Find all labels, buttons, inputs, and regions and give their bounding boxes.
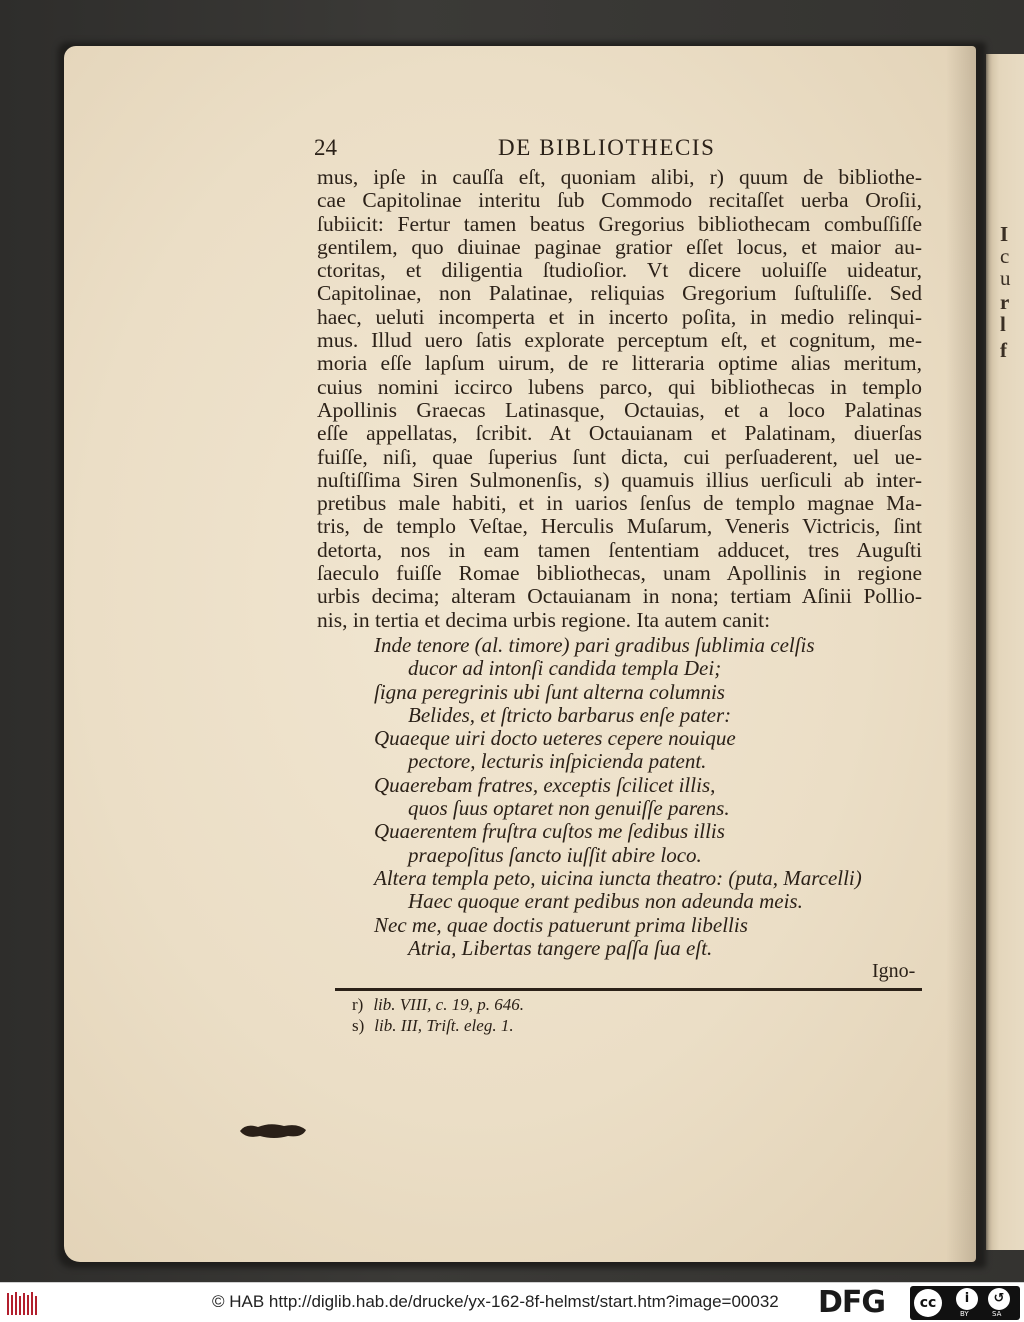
body-line: cae Capitolinae interitu ſub Commodo recitaſſet uerba Oroſii, (317, 189, 922, 213)
verse-line: praepoſitus ſancto iuſſit abire loco. (408, 842, 702, 867)
body-line: eſſe appellatas, ſcribit. At Octauianam et Palatinam, diuerſas (317, 422, 922, 446)
person-icon: i (956, 1288, 978, 1310)
footnote (352, 1015, 524, 1036)
verse-line: Quaerebam fratres, exceptis ſcilicet illis, (374, 772, 716, 797)
footnote-text: lib. VIII, c. 19, p. 646. (373, 995, 524, 1014)
source-link[interactable]: © HAB http://diglib.hab.de/drucke/yx-162-8f-helmst/start.htm?image=00032 (212, 1292, 779, 1311)
next-page-fragment: f (1000, 338, 1007, 362)
sa-label: SA (992, 1310, 1002, 1318)
next-page-fragment: c (1000, 244, 1010, 268)
body-line: urbis decima; alteram Octauianam in nona; tertiam Aſinii Pollio- (317, 585, 922, 609)
body-line: ſubiicit: Fertur tamen beatus Gregorius bibliothecam combuſſiſſe (317, 212, 922, 236)
footnote-mark: r) (352, 995, 364, 1014)
verse-line: quos ſuus optaret non genuiſſe parens. (408, 796, 730, 821)
verse-line: ſigna peregrinis ubi ſunt alterna columnis (374, 679, 725, 704)
footnote-text: lib. III, Triſt. eleg. 1. (374, 1016, 514, 1035)
body-text (317, 166, 922, 632)
body-line: ctoritas, et diligentia ſtudioſior. Vt dicere uoluiſſe uideatur, (317, 259, 922, 283)
footnote-mark: s) (352, 1016, 365, 1035)
verse-line: Altera templa peto, uicina iuncta theatro: (puta, Marcelli) (374, 865, 862, 890)
body-line: moria eſſe lapſum uirum, de re litteraria optime alias meritum, (317, 352, 922, 376)
catchword: Igno- (872, 960, 916, 982)
next-page-edge (986, 54, 1024, 1250)
body-line: fuiſſe, niſi, quae ſuperius ſunt dicta, cui perſuaderent, uel ue- (317, 445, 922, 469)
footnote (352, 994, 524, 1015)
body-line: mus. Illud uero ſatis explorate perceptum eſt, et cognitum, me- (317, 329, 922, 353)
page-number: 24 (314, 135, 337, 160)
by-label: BY (960, 1310, 969, 1318)
ink-blot (236, 1121, 308, 1141)
verse-line: Quaerentem fruſtra cuſtos me ſedibus illis (374, 819, 725, 844)
footer-bar (0, 1282, 1024, 1322)
creative-commons-icon[interactable] (910, 1286, 1020, 1320)
body-line: gentilem, quo diuinae paginae gratior eſſet locus, et maior au- (317, 235, 922, 259)
next-page-fragment: u (1000, 266, 1011, 290)
body-line: haec, ueluti incomperta et in incerto poſita, in medio relinqui- (317, 305, 922, 329)
dfg-logo: DFG (818, 1285, 886, 1320)
body-line: Capitolinae, non Palatinae, reliquias Gregorium ſuſtuliſſe. Sed (317, 282, 922, 306)
body-line: nis, in tertia et decima urbis regione. Ita autem canit: (317, 608, 771, 632)
body-line: ſaeculo fuiſſe Romae bibliothecas, unam Apollinis in regione (317, 562, 922, 586)
body-line: detorta, nos in eam tamen ſententiam adducet, tres Auguſti (317, 538, 922, 562)
running-title: DE BIBLIOTHECIS (498, 135, 716, 160)
hab-logo-icon (6, 1289, 40, 1317)
verse-line: Belides, et ſtricto barbarus enſe pater: (408, 702, 732, 727)
footnotes (352, 994, 524, 1036)
footnote-rule (335, 988, 922, 991)
verse-line: Atria, Libertas tangere paſſa ſua eſt. (408, 935, 713, 960)
body-line: nuſtiſſima Siren Sulmonenſis, s) quamuis illius uerſiculi ab inter- (317, 468, 922, 492)
verse-line: ducor ad intonſi candida templa Dei; (408, 656, 722, 681)
next-page-fragment: l (1000, 312, 1006, 336)
body-line: tris, de templo Veſtae, Herculis Muſarum, Veneris Victricis, ſint (317, 515, 922, 539)
page-header (310, 133, 920, 165)
verse-line: Inde tenore (al. timore) pari gradibus ſublimia celſis (374, 633, 815, 657)
verse-line: Nec me, quae doctis patuerunt prima libellis (374, 912, 748, 937)
next-page-fragment: r (1000, 290, 1010, 314)
verse-quotation (374, 634, 934, 960)
verse-line: pectore, lecturis inſpicienda patent. (408, 749, 707, 774)
body-line: Apollinis Graecas Latinasque, Octauias, et a loco Palatinas (317, 398, 922, 422)
verse-line: Quaeque uiri docto ueteres cepere nouique (374, 726, 736, 751)
cc-mark: cc (914, 1289, 942, 1317)
share-alike-icon: ↺ (988, 1288, 1010, 1310)
next-page-fragment: I (1000, 222, 1009, 246)
body-line: cuius nomini iccirco lubens parco, qui bibliothecas in templo (317, 375, 922, 399)
page-gutter (946, 46, 976, 1262)
body-line: mus, ipſe in cauſſa eſt, quoniam alibi, r) quum de bibliothe- (317, 166, 922, 189)
verse-line: Haec quoque erant pedibus non adeunda meis. (408, 889, 803, 914)
body-line: pretibus male habiti, et in uarios ſenſus de templo magnae Ma- (317, 492, 922, 516)
